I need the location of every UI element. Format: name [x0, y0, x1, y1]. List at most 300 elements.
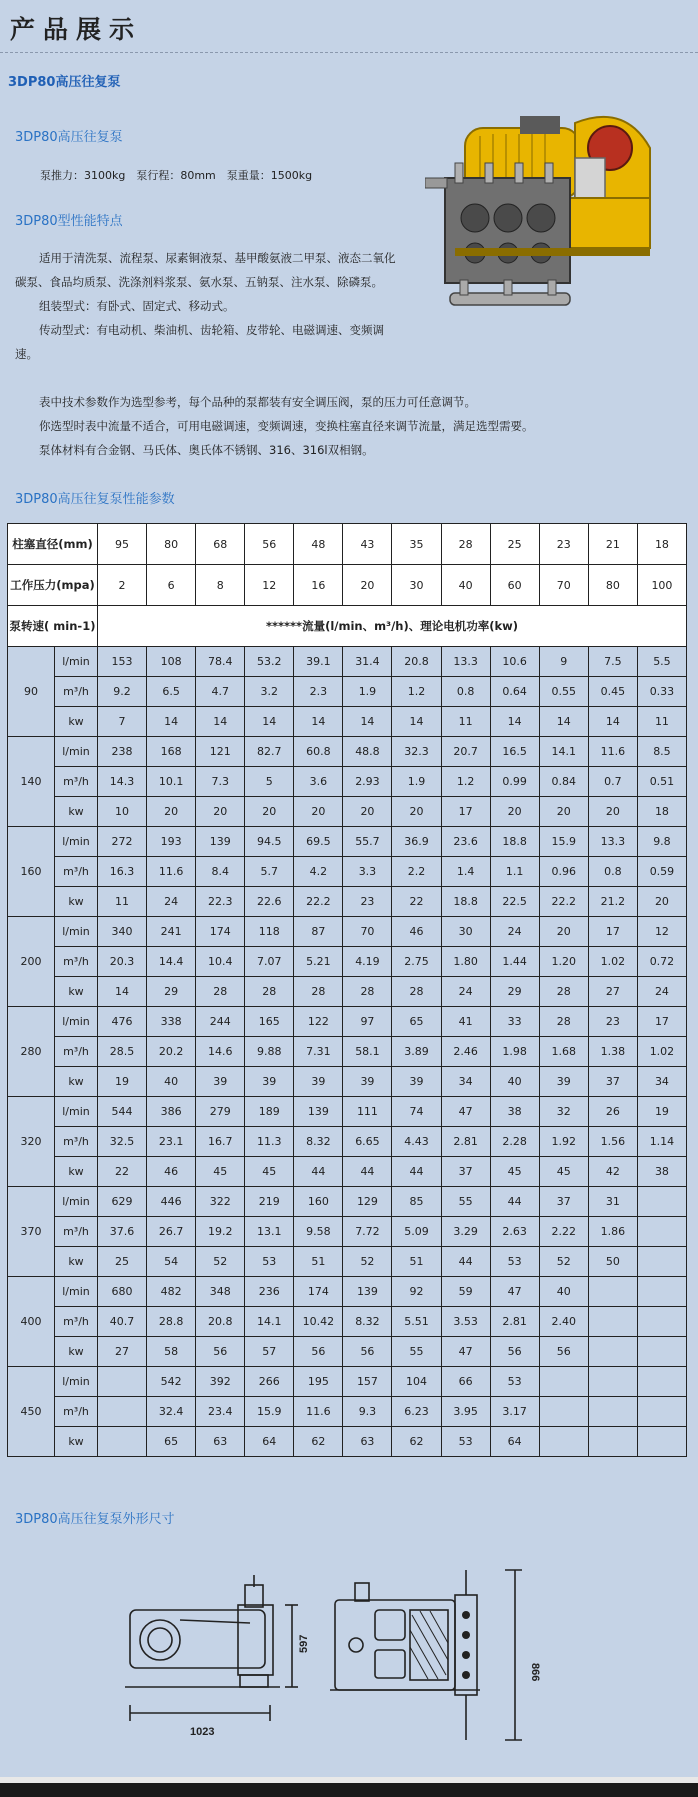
data-cell: 11.6: [588, 737, 637, 767]
data-cell: 10.42: [294, 1307, 343, 1337]
data-cell: 20: [196, 797, 245, 827]
data-cell: [588, 1367, 637, 1397]
data-cell: 47: [441, 1097, 490, 1127]
table-row: [8, 1097, 687, 1127]
data-cell: 193: [147, 827, 196, 857]
data-cell: 20.3: [98, 947, 147, 977]
data-cell: 629: [98, 1187, 147, 1217]
intro-heading: 3DP80高压往复泵: [15, 130, 123, 145]
plunger-value: 95: [98, 524, 147, 565]
speed-value: 280: [8, 1007, 55, 1097]
unit-label: m³/h: [55, 1217, 98, 1247]
table-row: [8, 917, 687, 947]
data-cell: 482: [147, 1277, 196, 1307]
pressure-value: 12: [245, 565, 294, 606]
data-cell: 62: [294, 1427, 343, 1457]
data-cell: 39: [539, 1067, 588, 1097]
data-cell: 9: [539, 647, 588, 677]
data-cell: 55.7: [343, 827, 392, 857]
data-cell: 94.5: [245, 827, 294, 857]
data-cell: 44: [392, 1157, 441, 1187]
data-cell: 3.6: [294, 767, 343, 797]
data-cell: 11.3: [245, 1127, 294, 1157]
data-cell: [637, 1217, 686, 1247]
data-cell: 14.1: [245, 1307, 294, 1337]
data-cell: [539, 1397, 588, 1427]
data-cell: 14.6: [196, 1037, 245, 1067]
table-row: [8, 1367, 687, 1397]
data-cell: 44: [294, 1157, 343, 1187]
data-cell: 10.4: [196, 947, 245, 977]
table-row: [8, 737, 687, 767]
data-cell: 11: [98, 887, 147, 917]
table-row: [8, 1427, 687, 1457]
data-cell: 20: [294, 797, 343, 827]
speed-value: 160: [8, 827, 55, 917]
data-cell: 153: [98, 647, 147, 677]
data-cell: 28: [539, 1007, 588, 1037]
data-cell: 64: [245, 1427, 294, 1457]
data-cell: 14.4: [147, 947, 196, 977]
data-cell: 52: [539, 1247, 588, 1277]
data-cell: [637, 1277, 686, 1307]
data-cell: 5.51: [392, 1307, 441, 1337]
data-cell: 37: [441, 1157, 490, 1187]
data-cell: 241: [147, 917, 196, 947]
data-cell: 28.8: [147, 1307, 196, 1337]
data-cell: 40: [539, 1277, 588, 1307]
data-cell: 16.3: [98, 857, 147, 887]
data-cell: 20: [392, 797, 441, 827]
speed-header-row: [8, 606, 687, 647]
table-row: [8, 827, 687, 857]
unit-label: l/min: [55, 827, 98, 857]
data-cell: 0.72: [637, 947, 686, 977]
data-cell: 165: [245, 1007, 294, 1037]
data-cell: 0.51: [637, 767, 686, 797]
unit-label: l/min: [55, 1367, 98, 1397]
unit-label: kw: [55, 1067, 98, 1097]
data-cell: 2.81: [441, 1127, 490, 1157]
data-cell: 53: [245, 1247, 294, 1277]
data-cell: 3.3: [343, 857, 392, 887]
features-paragraph: 传动型式：有电动机、柴油机、齿轮箱、皮带轮、电磁调速、变频调速。: [15, 323, 384, 361]
data-cell: 62: [392, 1427, 441, 1457]
data-cell: 50: [588, 1247, 637, 1277]
data-cell: 28: [245, 977, 294, 1007]
data-cell: 20: [245, 797, 294, 827]
unit-label: m³/h: [55, 767, 98, 797]
speed-label: 泵转速( min-1): [8, 606, 98, 647]
data-cell: 544: [98, 1097, 147, 1127]
data-cell: 446: [147, 1187, 196, 1217]
data-cell: 4.2: [294, 857, 343, 887]
data-cell: [637, 1307, 686, 1337]
data-cell: 24: [637, 977, 686, 1007]
data-cell: 0.96: [539, 857, 588, 887]
data-cell: 4.7: [196, 677, 245, 707]
data-cell: 65: [392, 1007, 441, 1037]
data-cell: 20: [637, 887, 686, 917]
data-cell: 23: [343, 887, 392, 917]
data-cell: 20.8: [392, 647, 441, 677]
data-cell: 219: [245, 1187, 294, 1217]
data-cell: 0.8: [441, 677, 490, 707]
plunger-value: 56: [245, 524, 294, 565]
data-cell: 24: [441, 977, 490, 1007]
data-cell: 139: [196, 827, 245, 857]
data-cell: 7.3: [196, 767, 245, 797]
unit-label: kw: [55, 1337, 98, 1367]
unit-label: l/min: [55, 1097, 98, 1127]
data-cell: 168: [147, 737, 196, 767]
data-cell: 2.28: [490, 1127, 539, 1157]
pump-photo: [425, 108, 670, 353]
data-cell: 40: [490, 1067, 539, 1097]
data-cell: 9.2: [98, 677, 147, 707]
unit-label: kw: [55, 797, 98, 827]
data-cell: 20.8: [196, 1307, 245, 1337]
data-cell: 1.68: [539, 1037, 588, 1067]
table-row: [8, 1217, 687, 1247]
unit-label: kw: [55, 1247, 98, 1277]
table-row: [8, 1307, 687, 1337]
data-cell: 0.99: [490, 767, 539, 797]
data-cell: 266: [245, 1367, 294, 1397]
data-cell: 25: [98, 1247, 147, 1277]
data-cell: 122: [294, 1007, 343, 1037]
data-cell: 0.33: [637, 677, 686, 707]
data-cell: 189: [245, 1097, 294, 1127]
data-cell: 22.6: [245, 887, 294, 917]
plunger-value: 28: [441, 524, 490, 565]
data-cell: 19: [98, 1067, 147, 1097]
data-cell: 1.9: [392, 767, 441, 797]
data-cell: 52: [343, 1247, 392, 1277]
performance-table: [7, 523, 687, 1457]
features-paragraph: 适用于清洗泵、流程泵、尿素铜液泵、基甲酸氨液二甲泵、液态二氧化碳泵、食品均质泵、洗涤剂料浆泵、氨水泵、五钠泵、注水泵、除磷泵。: [15, 251, 396, 289]
table-row: [8, 1037, 687, 1067]
data-cell: 23: [588, 1007, 637, 1037]
data-cell: 7.31: [294, 1037, 343, 1067]
data-cell: 18.8: [441, 887, 490, 917]
data-cell: 40.7: [98, 1307, 147, 1337]
flow-label: ******流量(l/min、m³/h)、理论电机功率(kw): [98, 606, 687, 647]
data-cell: 78.4: [196, 647, 245, 677]
data-cell: 1.02: [637, 1037, 686, 1067]
data-cell: 10.1: [147, 767, 196, 797]
data-cell: 27: [588, 977, 637, 1007]
data-cell: 20: [539, 917, 588, 947]
data-cell: [98, 1427, 147, 1457]
data-cell: 97: [343, 1007, 392, 1037]
unit-label: m³/h: [55, 677, 98, 707]
data-cell: 37: [539, 1187, 588, 1217]
data-cell: 42: [588, 1157, 637, 1187]
data-cell: 14: [343, 707, 392, 737]
data-cell: 1.2: [441, 767, 490, 797]
data-cell: 63: [196, 1427, 245, 1457]
data-cell: 40: [147, 1067, 196, 1097]
data-cell: 23.1: [147, 1127, 196, 1157]
data-cell: 53: [490, 1247, 539, 1277]
plunger-value: 25: [490, 524, 539, 565]
data-cell: 22.3: [196, 887, 245, 917]
data-cell: 53: [441, 1427, 490, 1457]
data-cell: 139: [294, 1097, 343, 1127]
table-row: [8, 1187, 687, 1217]
features-heading: 3DP80型性能特点: [15, 214, 123, 229]
data-cell: 20.7: [441, 737, 490, 767]
data-cell: 58.1: [343, 1037, 392, 1067]
unit-label: m³/h: [55, 1397, 98, 1427]
data-cell: 22: [98, 1157, 147, 1187]
table-row: [8, 647, 687, 677]
data-cell: [98, 1367, 147, 1397]
data-cell: 8.32: [343, 1307, 392, 1337]
features-notes: [15, 390, 675, 462]
data-cell: 24: [147, 887, 196, 917]
data-cell: 5.21: [294, 947, 343, 977]
plunger-row: [8, 524, 687, 565]
table-row: [8, 767, 687, 797]
data-cell: 338: [147, 1007, 196, 1037]
data-cell: 236: [245, 1277, 294, 1307]
data-cell: 58: [147, 1337, 196, 1367]
data-cell: 1.86: [588, 1217, 637, 1247]
features-paragraph: 组装型式：有卧式、固定式、移动式。: [39, 299, 235, 313]
data-cell: 20: [343, 797, 392, 827]
data-cell: 174: [294, 1277, 343, 1307]
data-cell: 14: [392, 707, 441, 737]
data-cell: 129: [343, 1187, 392, 1217]
table-row: [8, 707, 687, 737]
dim-length-label: 1023: [190, 1726, 215, 1738]
data-cell: 45: [245, 1157, 294, 1187]
data-cell: 60.8: [294, 737, 343, 767]
data-cell: 56: [294, 1337, 343, 1367]
data-cell: 70: [343, 917, 392, 947]
data-cell: 55: [441, 1187, 490, 1217]
data-cell: 14: [588, 707, 637, 737]
speed-value: 400: [8, 1277, 55, 1367]
data-cell: 27: [98, 1337, 147, 1367]
data-cell: 53.2: [245, 647, 294, 677]
data-cell: 44: [441, 1247, 490, 1277]
data-cell: 22.2: [539, 887, 588, 917]
data-cell: [588, 1337, 637, 1367]
data-cell: 6.65: [343, 1127, 392, 1157]
speed-value: 370: [8, 1187, 55, 1277]
plunger-value: 80: [147, 524, 196, 565]
pressure-value: 6: [147, 565, 196, 606]
table-row: [8, 977, 687, 1007]
data-cell: 14: [98, 977, 147, 1007]
data-cell: 29: [147, 977, 196, 1007]
data-cell: 28: [294, 977, 343, 1007]
plunger-value: 48: [294, 524, 343, 565]
data-cell: 2.81: [490, 1307, 539, 1337]
pressure-value: 30: [392, 565, 441, 606]
data-cell: 34: [637, 1067, 686, 1097]
data-cell: [637, 1187, 686, 1217]
data-cell: 37.6: [98, 1217, 147, 1247]
data-cell: 39: [196, 1067, 245, 1097]
features-text: [15, 246, 399, 366]
table-row: [8, 1127, 687, 1157]
data-cell: 348: [196, 1277, 245, 1307]
table-row: [8, 797, 687, 827]
data-cell: 1.98: [490, 1037, 539, 1067]
data-cell: 2.22: [539, 1217, 588, 1247]
data-cell: 3.29: [441, 1217, 490, 1247]
data-cell: 3.95: [441, 1397, 490, 1427]
unit-label: m³/h: [55, 1127, 98, 1157]
data-cell: [637, 1427, 686, 1457]
data-cell: 45: [539, 1157, 588, 1187]
data-cell: 46: [392, 917, 441, 947]
dim-width-label: 866: [529, 1663, 541, 1682]
unit-label: kw: [55, 1157, 98, 1187]
data-cell: 244: [196, 1007, 245, 1037]
data-cell: 22.5: [490, 887, 539, 917]
data-cell: 24: [490, 917, 539, 947]
table-row: [8, 1067, 687, 1097]
data-cell: 47: [490, 1277, 539, 1307]
data-cell: 238: [98, 737, 147, 767]
data-cell: 8.32: [294, 1127, 343, 1157]
data-cell: 157: [343, 1367, 392, 1397]
data-cell: 14: [490, 707, 539, 737]
data-cell: 5: [245, 767, 294, 797]
data-cell: 16.5: [490, 737, 539, 767]
data-cell: 10: [98, 797, 147, 827]
data-cell: 322: [196, 1187, 245, 1217]
data-cell: 160: [294, 1187, 343, 1217]
plunger-value: 68: [196, 524, 245, 565]
data-cell: 23.6: [441, 827, 490, 857]
data-cell: 174: [196, 917, 245, 947]
data-cell: 28: [343, 977, 392, 1007]
data-cell: 5.7: [245, 857, 294, 887]
unit-label: kw: [55, 707, 98, 737]
data-cell: 340: [98, 917, 147, 947]
data-cell: 108: [147, 647, 196, 677]
data-cell: 104: [392, 1367, 441, 1397]
data-cell: 13.3: [441, 647, 490, 677]
data-cell: 1.1: [490, 857, 539, 887]
table-row: [8, 1397, 687, 1427]
data-cell: 56: [343, 1337, 392, 1367]
data-cell: 9.3: [343, 1397, 392, 1427]
data-cell: [588, 1427, 637, 1457]
data-cell: 3.89: [392, 1037, 441, 1067]
pressure-value: 60: [490, 565, 539, 606]
data-cell: 44: [343, 1157, 392, 1187]
data-cell: 1.92: [539, 1127, 588, 1157]
data-cell: 39: [343, 1067, 392, 1097]
table-row: [8, 1007, 687, 1037]
data-cell: 23.4: [196, 1397, 245, 1427]
data-cell: 36.9: [392, 827, 441, 857]
data-cell: 11: [637, 707, 686, 737]
data-cell: [637, 1247, 686, 1277]
data-cell: 56: [490, 1337, 539, 1367]
data-cell: 2.63: [490, 1217, 539, 1247]
data-cell: 46: [147, 1157, 196, 1187]
data-cell: 18: [637, 797, 686, 827]
data-cell: 65: [147, 1427, 196, 1457]
data-cell: 14.1: [539, 737, 588, 767]
data-cell: 1.2: [392, 677, 441, 707]
data-cell: 22.2: [294, 887, 343, 917]
data-cell: 47: [441, 1337, 490, 1367]
data-cell: 44: [490, 1187, 539, 1217]
data-cell: 1.9: [343, 677, 392, 707]
data-cell: 4.43: [392, 1127, 441, 1157]
data-cell: 10.6: [490, 647, 539, 677]
unit-label: kw: [55, 887, 98, 917]
product-title: 3DP80高压往复泵: [8, 75, 121, 90]
data-cell: 33: [490, 1007, 539, 1037]
data-cell: 2.46: [441, 1037, 490, 1067]
speed-value: 90: [8, 647, 55, 737]
data-cell: 3.53: [441, 1307, 490, 1337]
table-row: [8, 1277, 687, 1307]
data-cell: 0.45: [588, 677, 637, 707]
data-cell: 1.80: [441, 947, 490, 977]
data-cell: 32: [539, 1097, 588, 1127]
data-cell: 8.5: [637, 737, 686, 767]
data-cell: 28: [196, 977, 245, 1007]
data-cell: 14: [196, 707, 245, 737]
data-cell: 17: [588, 917, 637, 947]
page-title: 产品展示: [10, 15, 143, 44]
data-cell: 7.72: [343, 1217, 392, 1247]
pressure-value: 20: [343, 565, 392, 606]
data-cell: 12: [637, 917, 686, 947]
data-cell: 39: [392, 1067, 441, 1097]
data-cell: 392: [196, 1367, 245, 1397]
table-row: [8, 947, 687, 977]
data-cell: 20: [490, 797, 539, 827]
data-cell: [539, 1367, 588, 1397]
pressure-label: 工作压力(mpa): [8, 565, 98, 606]
data-cell: 476: [98, 1007, 147, 1037]
data-cell: 34: [441, 1067, 490, 1097]
data-cell: 0.55: [539, 677, 588, 707]
unit-label: l/min: [55, 737, 98, 767]
data-cell: 17: [441, 797, 490, 827]
data-cell: 20: [539, 797, 588, 827]
plunger-value: 21: [588, 524, 637, 565]
data-cell: 7: [98, 707, 147, 737]
unit-label: m³/h: [55, 1307, 98, 1337]
data-cell: 45: [196, 1157, 245, 1187]
unit-label: m³/h: [55, 857, 98, 887]
plunger-value: 23: [539, 524, 588, 565]
data-cell: 32.3: [392, 737, 441, 767]
footer-bar: [0, 1783, 698, 1797]
data-cell: 30: [441, 917, 490, 947]
data-cell: 1.44: [490, 947, 539, 977]
data-cell: [637, 1397, 686, 1427]
data-cell: 7.07: [245, 947, 294, 977]
data-cell: 1.38: [588, 1037, 637, 1067]
data-cell: 17: [637, 1007, 686, 1037]
data-cell: 64: [490, 1427, 539, 1457]
data-cell: 37: [588, 1067, 637, 1097]
